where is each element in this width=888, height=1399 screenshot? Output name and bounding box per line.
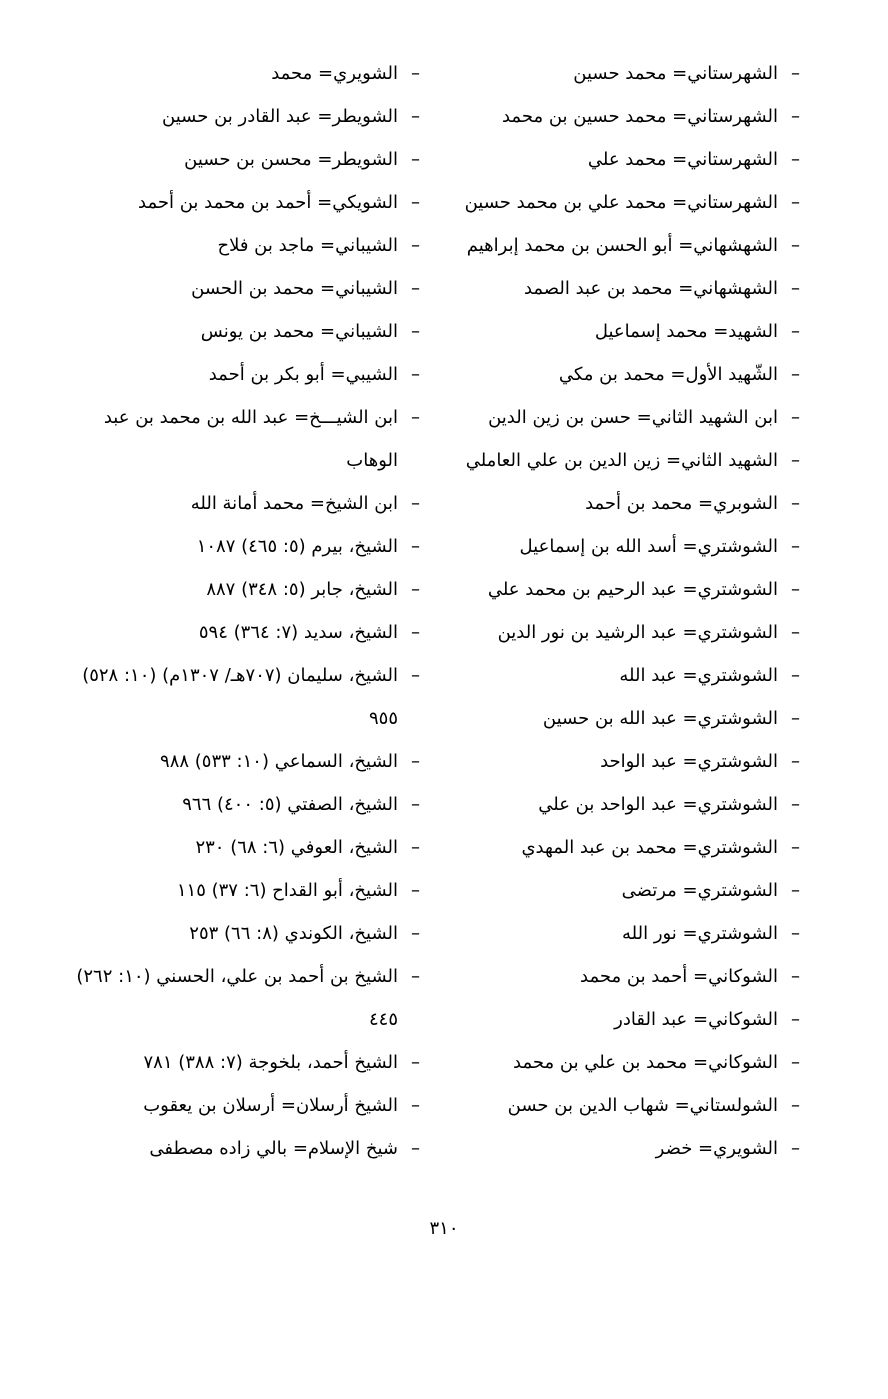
index-entry: – الشوشتري= عبد الرحيم بن محمد علي: [440, 568, 800, 611]
index-entry: – الشيخ، أبو القداح (٦: ٣٧) ١١٥: [60, 869, 420, 912]
index-entry: – الشيخ، سليمان (٧٠٧هـ/ ١٣٠٧م) (١٠: ٥٢٨) ٩٥٥: [60, 654, 420, 740]
index-entry: – الشيخ، سديد (٧: ٣٦٤) ٥٩٤: [60, 611, 420, 654]
index-entry: – الشيباني= ماجد بن فلاح: [60, 224, 420, 267]
index-entry: – الشهشهاني= أبو الحسن بن محمد إبراهيم: [440, 224, 800, 267]
index-entry: – الشيخ، الكوندي (٨: ٦٦) ٢٥٣: [60, 912, 420, 955]
index-entry: – الشيخ، جابر (٥: ٣٤٨) ٨٨٧: [60, 568, 420, 611]
index-entry: – الشوكاني= أحمد بن محمد: [440, 955, 800, 998]
index-entry: – الشيباني= محمد بن يونس: [60, 310, 420, 353]
index-entry: – الشوشتري= عبد الواحد: [440, 740, 800, 783]
index-entry: – الشوشتري= عبد الله: [440, 654, 800, 697]
index-entry: – الشوشتري= نور الله: [440, 912, 800, 955]
index-entry: – الشويطر= عبد القادر بن حسين: [60, 95, 420, 138]
index-entry: – ابن الشهيد الثاني= حسن بن زين الدين: [440, 396, 800, 439]
index-entry: – الشوشتري= أسد الله بن إسماعيل: [440, 525, 800, 568]
index-entry: – الشهرستاني= محمد حسين: [440, 52, 800, 95]
index-entry: – الشويطر= محسن بن حسين: [60, 138, 420, 181]
index-entry: – الشهشهاني= محمد بن عبد الصمد: [440, 267, 800, 310]
index-entry: – الشهرستاني= محمد حسين بن محمد: [440, 95, 800, 138]
index-entry: – الشّهيد الأول= محمد بن مكي: [440, 353, 800, 396]
index-entry: – الشهيد= محمد إسماعيل: [440, 310, 800, 353]
page-number: ٣١٠: [429, 1218, 459, 1239]
index-entry: – الشوشتري= عبد الواحد بن علي: [440, 783, 800, 826]
index-entry: – الشويري= خضر: [440, 1127, 800, 1170]
index-entry: – ابن الشيخ= محمد أمانة الله: [60, 482, 420, 525]
index-entry: – الشوشتري= عبد الرشيد بن نور الدين: [440, 611, 800, 654]
index-entry: – الشهيد الثاني= زين الدين بن علي العاملي: [440, 439, 800, 482]
index-entry: – الشيخ أرسلان= أرسلان بن يعقوب: [60, 1084, 420, 1127]
index-entry: – الشيبي= أبو بكر بن أحمد: [60, 353, 420, 396]
index-entry: – الشيخ بن أحمد بن علي، الحسني (١٠: ٢٦٢) ٤٤٥: [60, 955, 420, 1041]
index-entry: – الشوبري= محمد بن أحمد: [440, 482, 800, 525]
index-entry: – الشيباني= محمد بن الحسن: [60, 267, 420, 310]
index-entry: – الشويري= محمد: [60, 52, 420, 95]
index-entry: – شيخ الإسلام= بالي زاده مصطفى: [60, 1127, 420, 1170]
index-entry: – الشهرستاني= محمد علي: [440, 138, 800, 181]
index-entry: – الشوكاني= محمد بن علي بن محمد: [440, 1041, 800, 1084]
index-entry: – الشهرستاني= محمد علي بن محمد حسين: [440, 181, 800, 224]
index-entry: – الشيخ، الصفتي (٥: ٤٠٠) ٩٦٦: [60, 783, 420, 826]
index-entry: – الشيخ، العوفي (٦: ٦٨) ٢٣٠: [60, 826, 420, 869]
index-entry: – الشوشتري= محمد بن عبد المهدي: [440, 826, 800, 869]
index-entry: – الشوكاني= عبد القادر: [440, 998, 800, 1041]
index-entry: – الشويكي= أحمد بن محمد بن أحمد: [60, 181, 420, 224]
index-column-right: [440, 52, 800, 1170]
index-column-left: [60, 52, 420, 1170]
index-entry: – الشيخ أحمد، بلخوجة (٧: ٣٨٨) ٧٨١: [60, 1041, 420, 1084]
index-entry: – الشوشتري= عبد الله بن حسين: [440, 697, 800, 740]
index-entry: – الشوشتري= مرتضى: [440, 869, 800, 912]
index-entry: – ابن الشيـــخ= عبد الله بن محمد بن عبد الوهاب: [60, 396, 420, 482]
index-entry: – الشيخ، السماعي (١٠: ٥٣٣) ٩٨٨: [60, 740, 420, 783]
index-entry: – الشيخ، بيرم (٥: ٤٦٥) ١٠٨٧: [60, 525, 420, 568]
index-entry: – الشولستاني= شهاب الدين بن حسن: [440, 1084, 800, 1127]
